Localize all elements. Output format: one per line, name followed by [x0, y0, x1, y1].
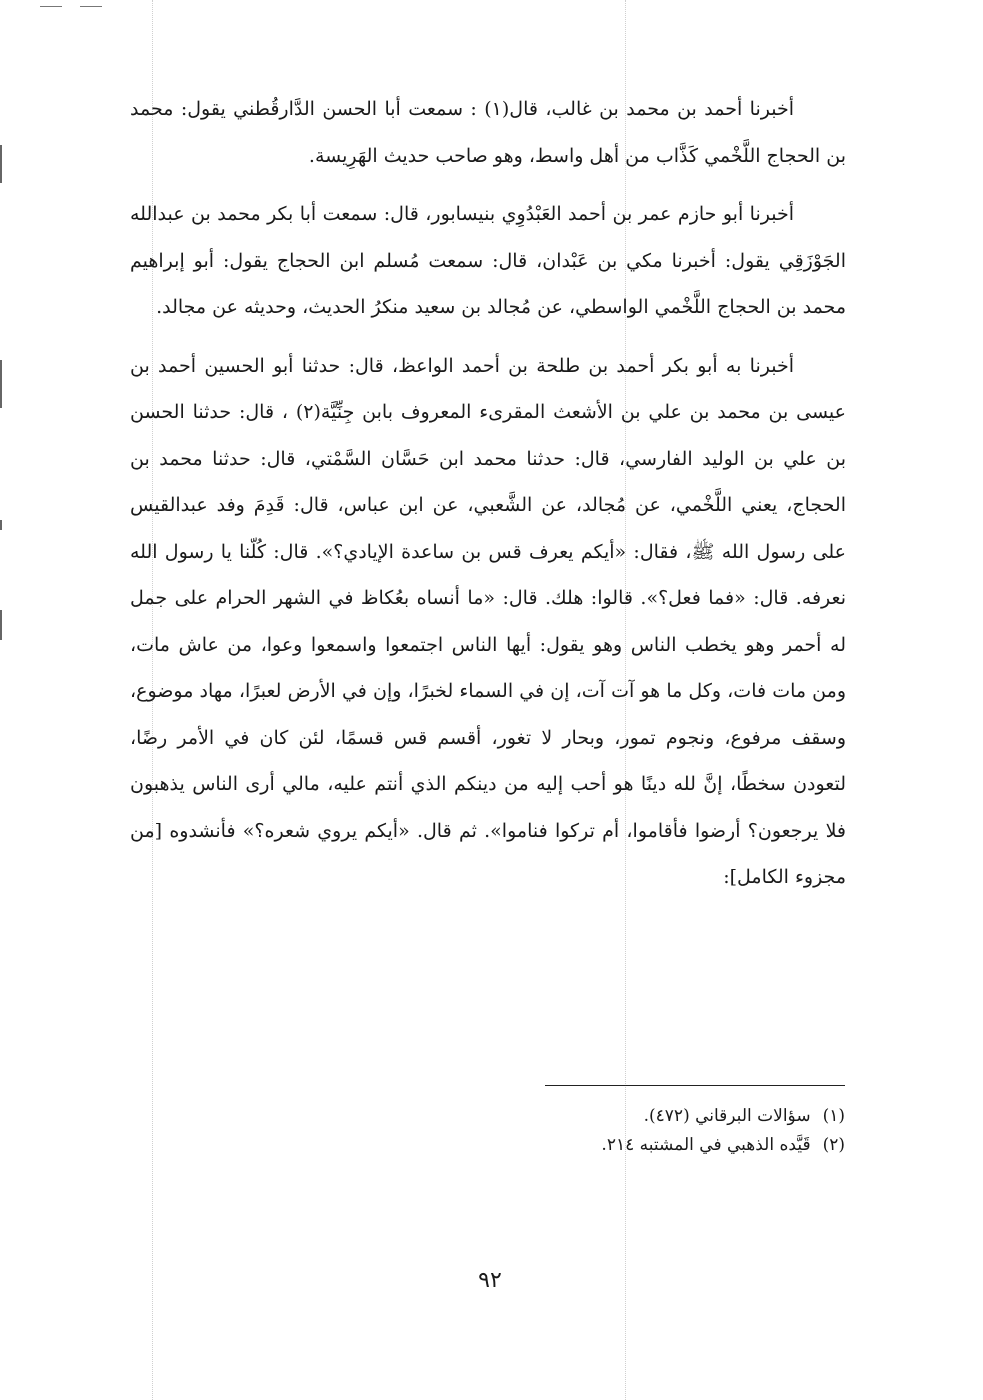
- footnote-separator: [545, 1085, 845, 1086]
- scan-edge-tick: [0, 610, 2, 640]
- footnote-number: (٢): [822, 1135, 845, 1155]
- scan-edge-tick: [0, 360, 2, 408]
- footnote-text: سؤالات البرقاني (٤٧٢).: [643, 1106, 811, 1126]
- body-paragraph: أخبرنا به أبو بكر أحمد بن طلحة بن أحمد الواعظ، قال: حدثنا أبو الحسين أحمد بن عيسى بن محمد بن علي بن الأشعث المقرىء المعروف بابن جِنِّيَّة(٢) ، قال: حدثنا الحسن بن علي بن الوليد الفارسي، قال: حدثنا محمد ابن حَسَّان السَّمْتي، قال: حدثنا محمد بن الحجاج، يعني اللَّخْمي، عن مُجالد، عن الشَّعبي، عن ابن عباس، قال: قَدِمَ وفد عبدالقيس على رسول الله ﷺ، فقال: «أيكم يعرف قس بن ساعدة الإيادي؟». قال: كُلّنا يا رسول الله نعرفه. قال: «فما فعل؟». قالوا: هلك. قال: «ما أنساه بعُكاظ في الشهر الحرام على جمل له أحمر وهو يخطب الناس وهو يقول: أيها الناس اجتمعوا واسمعوا وعوا، من عاش مات، ومن مات فات، وكل ما هو آت آت، إن في السماء لخبرًا، وإن في الأرض لعبرًا، مهاد موضوع، وسقف مرفوع، ونجوم تمور، وبحار لا تغور، أقسم قس قسمًا، لئن كان في الأمر رضًا، لتعودن سخطًا، إنَّ لله دينًا هو أحب إليه من دينكم الذي أنتم عليه، مالي أرى الناس يذهبون فلا يرجعون؟ أرضوا فأقاموا، أم تركوا فناموا». ثم قال. «أيكم يروي شعره؟» فأنشدوه [من مجزوء الكامل]:: [130, 354, 846, 888]
- body-paragraph: أخبرنا أبو حازم عمر بن أحمد العَبْدُوِي بنيسابور، قال: سمعت أبا بكر محمد بن عبدالله الجَوْزَقِي يقول: أخبرنا مكي بن عَبْدان، قال: سمعت مُسلم ابن الحجاج يقول: أبو إبراهيم محمد بن الحجاج اللَّخْمي الواسطي، عن مُجالد بن سعيد منكرُ الحديث، وحديثه عن مجالد.: [130, 203, 846, 318]
- page-number: ٩٢: [478, 1268, 502, 1293]
- footnote-text: قَيَّده الذهبي في المشتبه ٢١٤.: [601, 1135, 811, 1155]
- scan-edge-tick: [0, 520, 2, 530]
- scan-corner-mark: [40, 6, 62, 7]
- footnotes: [420, 1102, 845, 1160]
- footnote: [420, 1131, 845, 1160]
- footnote-number: (١): [822, 1106, 845, 1126]
- scan-edge-tick: [0, 145, 2, 183]
- page-body: [130, 86, 846, 913]
- body-paragraph: أخبرنا أحمد بن محمد بن غالب، قال(١) : سمعت أبا الحسن الدَّارقُطني يقول: محمد بن الحجاج اللَّخْمي كَذَّاب من أهل واسط، وهو صاحب حديث الهَرِيسة.: [130, 98, 846, 167]
- footnote: [420, 1102, 845, 1131]
- scan-corner-mark: [80, 6, 102, 7]
